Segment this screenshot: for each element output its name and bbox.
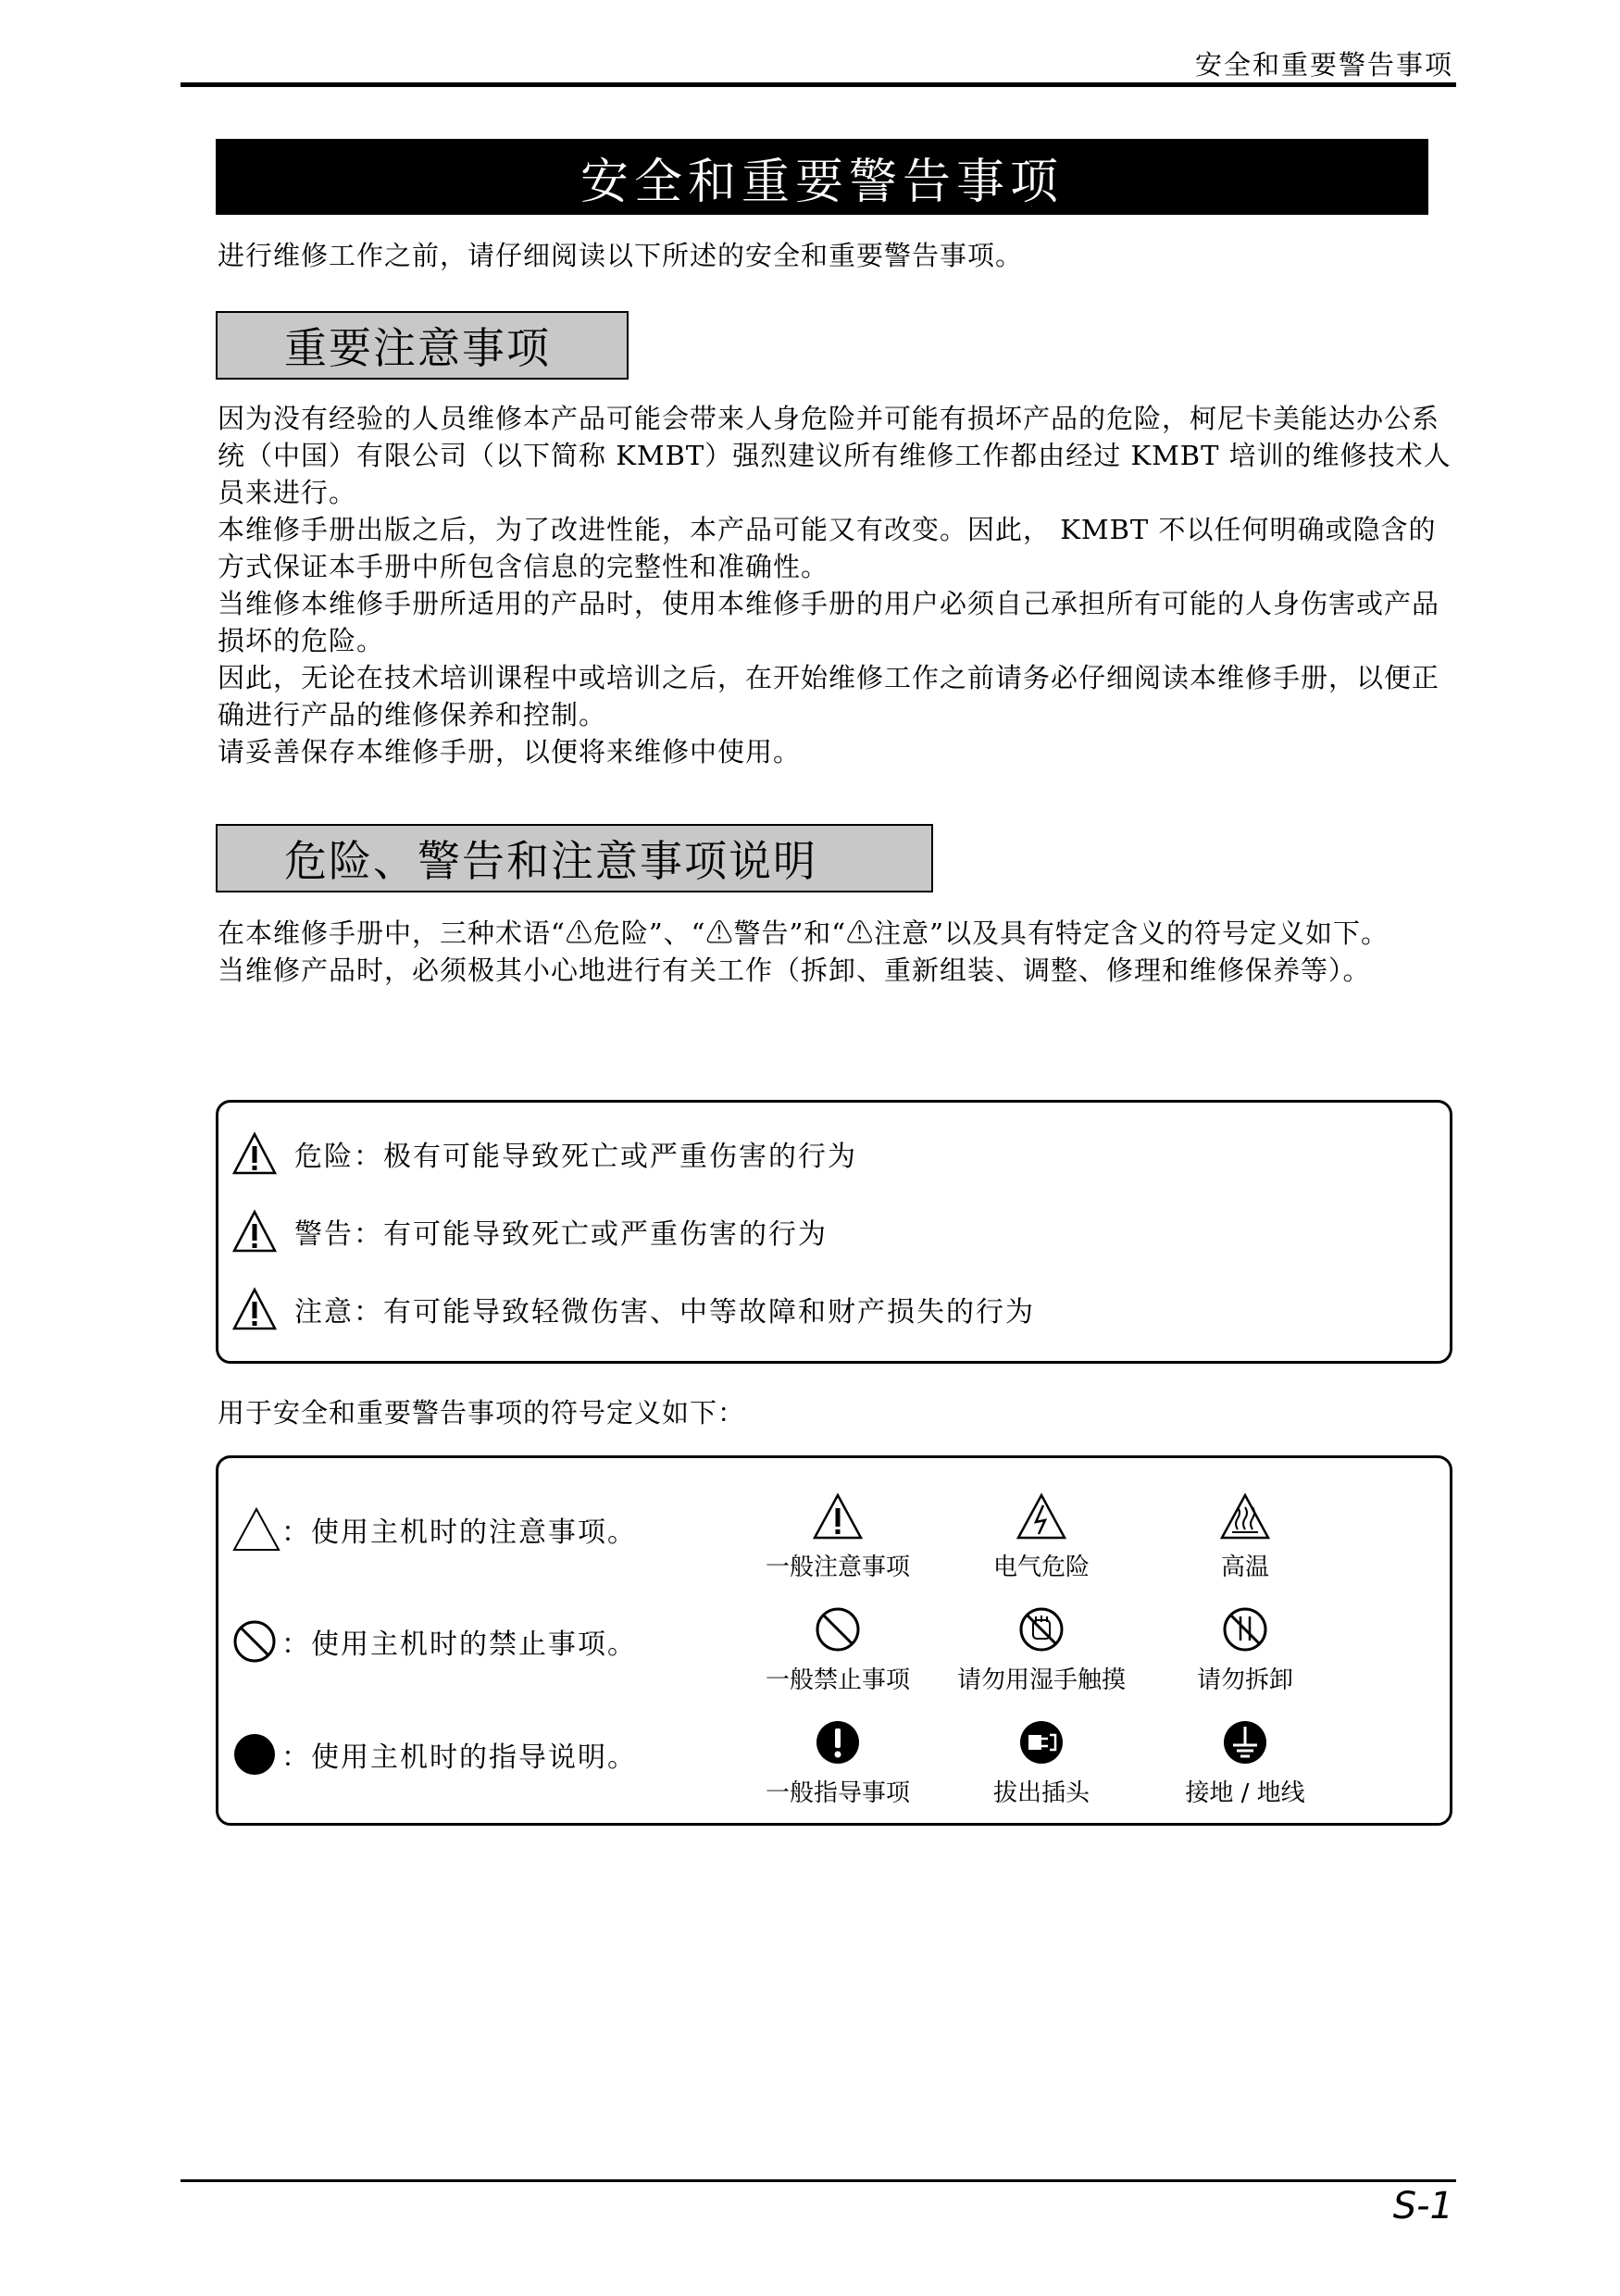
electric-hazard-icon [1016, 1492, 1067, 1541]
symbols-intro: 用于安全和重要警告事项的符号定义如下： [218, 1397, 746, 1429]
paragraph: 本维修手册出版之后，为了改进性能，本产品可能又有改变。因此， KMBT 不以任何明确或隐含的方式保证本手册中所包含信息的完整性和准确性。 [218, 514, 1437, 582]
unplug-icon [1016, 1718, 1066, 1766]
symbol-unplug [940, 1718, 1143, 1808]
no-wet-hands-icon [1016, 1605, 1066, 1653]
symbol-label: 请勿用湿手触摸 [956, 1666, 1126, 1694]
triangle-icon [231, 1506, 281, 1553]
warning-triangle-icon [231, 1131, 278, 1176]
intro-text: 进行维修工作之前，请仔细阅读以下所述的安全和重要警告事项。 [218, 240, 1024, 271]
general-caution-icon [812, 1492, 864, 1541]
prohibition-icon [231, 1618, 281, 1665]
paragraph: 在本维修手册中，三种术语“⚠危险”、“⚠警告”和“⚠注意”以及具有特定含义的符号定义如下。 [218, 917, 1389, 949]
symbol-group-instruction [736, 1718, 1347, 1808]
section-important-body [218, 400, 1458, 770]
symbol-label: 高温 [1220, 1554, 1269, 1581]
symbol-row-text: ：使用主机时的注意事项。 [281, 1516, 637, 1549]
paragraph: 当维修本维修手册所适用的产品时，使用本维修手册的用户必须自己承担所有可能的人身伤害或产品损坏的危险。 [218, 588, 1440, 656]
hazard-level-text: 注意：有可能导致轻微伤害、中等故障和财产损失的行为 [294, 1296, 1035, 1329]
symbol-no-disassembly [1143, 1605, 1347, 1695]
ground-icon [1220, 1718, 1270, 1766]
warning-triangle-icon [231, 1209, 278, 1254]
paragraph: 当维修产品时，必须极其小心地进行有关工作（拆卸、重新组装、调整、修理和维修保养等）。 [218, 955, 1371, 986]
hazard-level-danger [231, 1131, 857, 1176]
paragraph: 因此，无论在技术培训课程中或培训之后，在开始维修工作之前请务必仔细阅读本维修手册，以便正确进行产品的维修保养和控制。 [218, 662, 1440, 730]
header-rule [181, 82, 1456, 87]
symbol-general-prohibition [736, 1605, 940, 1695]
paragraph: 请妥善保存本维修手册，以便将来维修中使用。 [218, 736, 802, 767]
filled-circle-icon [231, 1731, 281, 1778]
symbol-general-instruction [736, 1718, 940, 1808]
paragraph: 因为没有经验的人员维修本产品可能会带来人身危险并可能有损坏产品的危险，柯尼卡美能达办公系统（中国）有限公司（以下简称 KMBT）强烈建议所有维修工作都由经过 KMBT 培训的维修技术人员来进行。 [218, 403, 1452, 508]
symbol-electric-hazard [940, 1492, 1143, 1582]
section-heading-hazard: 危险、警告和注意事项说明 [216, 824, 933, 892]
symbol-row-caution [231, 1506, 637, 1553]
hazard-level-text: 警告：有可能导致死亡或严重伤害的行为 [294, 1218, 828, 1251]
hazard-level-caution [231, 1287, 1035, 1331]
symbol-ground [1143, 1718, 1347, 1808]
symbol-row-text: ：使用主机时的指导说明。 [281, 1741, 637, 1774]
symbol-group-prohibition [736, 1605, 1347, 1695]
running-header: 安全和重要警告事项 [1194, 49, 1453, 81]
no-disassembly-icon [1220, 1605, 1270, 1653]
warning-triangle-icon [231, 1287, 278, 1331]
page-number: S-1 [1392, 2185, 1453, 2227]
page-title: 安全和重要警告事项 [216, 139, 1428, 215]
general-prohibition-icon [813, 1605, 863, 1653]
footer-rule [181, 2179, 1456, 2182]
symbol-label: 电气危险 [992, 1554, 1090, 1581]
symbol-general-caution [736, 1492, 940, 1582]
general-instruction-icon [813, 1718, 863, 1766]
section-heading-important: 重要注意事项 [216, 311, 629, 380]
symbol-no-wet-hands [940, 1605, 1143, 1695]
symbol-label: 拔出插头 [992, 1779, 1090, 1807]
symbol-label: 一般指导事项 [765, 1779, 910, 1807]
symbol-label: 请勿拆卸 [1196, 1666, 1293, 1694]
high-temperature-icon [1219, 1492, 1271, 1541]
symbol-label: 一般禁止事项 [765, 1666, 910, 1694]
symbol-high-temperature [1143, 1492, 1347, 1582]
symbol-row-prohibition [231, 1618, 637, 1665]
symbol-group-caution [736, 1492, 1347, 1582]
hazard-level-warning [231, 1209, 828, 1254]
symbol-label: 接地 / 地线 [1185, 1779, 1305, 1807]
symbol-label: 一般注意事项 [765, 1554, 910, 1581]
symbol-row-text: ：使用主机时的禁止事项。 [281, 1628, 637, 1661]
section-hazard-body [218, 915, 1458, 989]
hazard-level-text: 危险：极有可能导致死亡或严重伤害的行为 [294, 1141, 857, 1173]
symbol-row-instruction [231, 1731, 637, 1778]
